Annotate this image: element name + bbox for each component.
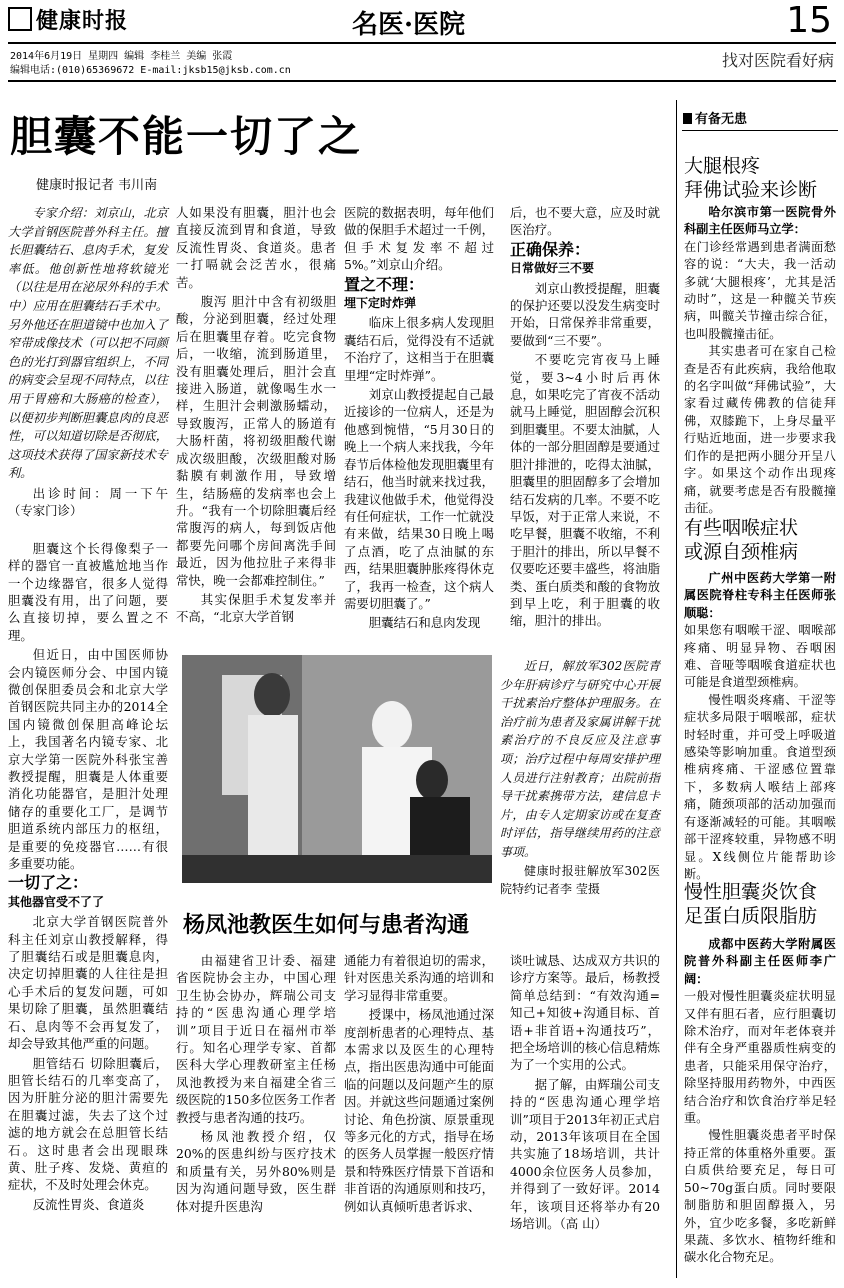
- logo-text: 健康时报: [36, 8, 129, 34]
- sidebar-item-title: [684, 154, 817, 202]
- section-title: 名医·医院: [352, 10, 466, 40]
- masthead-logo: [8, 4, 128, 35]
- square-bullet-icon: [683, 113, 692, 124]
- paragraph: 谈吐诚恳、达成双方共识的诊疗方案等。最后，杨教授简单总结到：“有效沟通=知己+知彼+沟通目标、首语+非首语+沟通技巧”，把全场培训的核心信息精炼为了一个实用的公式。: [510, 953, 660, 1073]
- title-line: 慢性胆囊炎饮食: [684, 881, 818, 903]
- page-number: 15: [786, 0, 832, 41]
- paragraph: 其实保胆手术复发率并不高，“北京大学首钢: [176, 591, 336, 625]
- article-column-3: [344, 204, 494, 642]
- paragraph: 刘京山教授提醒，胆囊的保护还要以没发生病变时开始，日常保养非常重要，要做到“三不要”。: [510, 280, 660, 348]
- paragraph: 不要吃完宵夜马上睡觉，要3~4小时后再休息，如果吃完了宵夜不活动就马上睡觉，胆固醇会沉积到胆囊里。不要太油腻，人体的一部分胆固醇是要通过胆汁排泄的，吃得太油腻，胆囊里的胆固醇多了会增加结石发病的几率。不要不吃早饭，对于正常人来说，不吃早餐，胆囊不收缩，不利于胆汁的排出，所以早餐不仅要吃还要丰盛些，将油脂类、蛋白质类和酸的食物放到早上吃，利于胆囊的收缩，胆汁的排出。: [510, 352, 660, 629]
- sidebar-item-title: [684, 516, 798, 564]
- news-photo: [182, 655, 492, 883]
- subhead: 置之不理：: [344, 274, 425, 294]
- paragraph: 医院的数据表明，每年他们做的保胆手术超过一千例，但手术复发率不超过5%。”刘京山介绍。: [344, 205, 494, 273]
- sidebar-lead: 成都中医药大学附属医院普外科副主任医师李广阔：: [684, 937, 836, 986]
- paragraph: 在门诊经常遇到患者满面愁容的说：“大夫，我一活动多就‘大腿根疼’，尤其是活动时”，这是一种髋关节疾病，叫髋关节撞击综合征，也叫股髋撞击征。: [684, 239, 836, 341]
- title-line: 或源自颈椎病: [684, 541, 799, 563]
- paragraph: 人如果没有胆囊，胆汁也会直接反流到胃和食道，导致反流性胃炎、食道炎。患者一打嗝就会泛苦水，很痛苦。: [176, 205, 336, 290]
- paragraph: 慢性胆囊炎患者平时保持正常的体重格外重要。蛋白质供给要充足，每日可50~70g蛋白质。同时要限制脂肪和胆固醇摄入，另外，宜少吃多餐，多吃新鲜果蔬、多饮水、植物纤维和碳水化合物充足。: [684, 1128, 836, 1265]
- paragraph: 反流性胃炎、食道炎: [32, 1196, 145, 1212]
- logo-icon: [8, 7, 32, 31]
- caption-text: 近日，解放军302医院青少年肝病诊疗与研究中心开展干扰素治疗整体护理服务。在治疗前为患者及家属讲解干扰素治疗的不良反应及注意事项；治疗过程中每周安排护理人员进行注射教育；出院前指导干扰素携带方法，建信息卡片，由专人定期家访或在复查时评估，指导继续用药的注意事项。: [500, 659, 660, 859]
- clinic-hours: 出诊时间：周一下午（专家门诊）: [8, 485, 168, 519]
- sidebar-tag-rule: [682, 130, 838, 131]
- article2-column-3: [510, 952, 660, 1274]
- paragraph: 慢性咽炎疼痛、干涩等症状多局限于咽喉部，症状时轻时重，并可受上呼吸道感染等影响加重。食道型颈椎病疼痛、干涩感位置靠下，多数病人喉结上部疼痛，随颈项部的活动加强而有逐渐减轻的可能。其咽喉部干涩疼较重，异物感不明显。X线侧位片能帮助诊断。: [684, 692, 836, 881]
- caption-credit: 健康时报驻解放军302医院特约记者李 莹摄: [500, 863, 660, 897]
- paragraph: 后，也不要大意，应及时就医治疗。: [510, 205, 660, 238]
- article2-column-1: [176, 952, 336, 1274]
- paragraph: 腹泻 胆汁中含有初级胆酸，分泌到胆囊，经过处理后在胆囊里存着。吃完食物后，一收缩，流到肠道里，没有胆囊处理后，胆汁会直接进入肠道，就像喝生水一样，生胆汁会刺激肠蠕动，导致腹泻，正常人的肠道有大肠杆菌，将初级胆酸代谢成次级胆酸，次级胆酸对肠黏膜有刺激作用，导致增生，结肠癌的发病率也会上升。“我有一个切除胆囊后经常腹泻的病人，每到饭店他都要先问哪个房间离洗手间最近，因为他拉肚子来得非常快，晚一会都难控制住。”: [176, 294, 336, 588]
- page-tagline: 找对医院看好病: [721, 51, 834, 70]
- article-byline: 健康时报记者 韦川南: [36, 178, 158, 193]
- paragraph: 胆囊这个长得像梨子一样的器官一直被尴尬地当作一个边缘器官，很多人觉得胆囊没有用，出了问题，要么直接切掉，要么置之不理。: [8, 540, 168, 643]
- paragraph: 刘京山教授提起自己最近接诊的一位病人，还是为他感到惋惜，“5月30日的晚上一个病人来找我，今年春节后体检他发现胆囊里有结石，他当时就来找过我，我建议他做手术，他觉得没有任何症状，工作一忙就没有来做，结果30日晚上喝了点酒，吃了点油腻的东西，结果胆囊肿胀疼得休克了，我再一检查，这个病人需要切胆囊了。”: [344, 387, 494, 611]
- paragraph: 其实患者可在家自己检查是否有此疾病，我给他取的名字叫做“拜佛试验”，大家看过藏传佛教的信徒拜佛，双膝跪下，上身尽量平行贴近地面，进一步要求我们作的是把两小腿分开呈八字。如果这个动作出现疼痛，就要考虑是否有股髋撞击征。: [684, 344, 836, 515]
- sidebar-item-title: [684, 880, 817, 928]
- paragraph: 但近日，由中国医师协会内镜医师分会、中国内镜微创保胆委员会和北京大学首钢医院共同主办的2014全国内镜微创保胆高峰论坛上，我国著名内镜专家、北京大学第一医院外科张宝善教授提醒，胆囊是人体重要消化功能器官，是胆汁处理储存的重要化工厂，是调节胆道系统内部压力的枢纽，是重要的免疫器官……有很多重要功能。: [8, 647, 168, 872]
- title-line: 拜佛试验来诊断: [684, 179, 818, 201]
- subhead-sub: 其他器官受不了了: [8, 894, 105, 909]
- paragraph: 授课中，杨凤池通过深度剖析患者的心理特点、基本需求以及医生的心理特点，指出医患沟通中可能面临的问题以及问题产生的原因。并就这些问题通过案例讨论、角色扮演、原景重现等多元化的方式，指导在场的医务人员掌握一般医疗情景和特殊医疗情景下首语和非首语的沟通原则和技巧，例如认真倾听患者诉求、: [344, 1007, 494, 1214]
- paragraph: 据了解，由辉瑞公司支持的“医患沟通心理学培训”项目于2013年初正式启动，2013年该项目在全国共实施了18场培训，共计4000余位医务人员参加，并得到了一致好评。2014年，该项目还将举办有20场培训。（高 山）: [510, 1076, 660, 1232]
- article-headline: 胆囊不能一切了之: [10, 112, 363, 161]
- meta-date-editor: 2014年6月19日 星期四 编辑 李桂兰 美编 张霞: [10, 51, 233, 62]
- paragraph: 一般对慢性胆囊炎症状明显又伴有胆石者，应行胆囊切除术治疗，而对年老体衰并伴有全身严重器质性病变的患者，只能采用保守治疗，除坚持服用药物外，中西医结合治疗和饮食治疗举足轻重。: [684, 989, 836, 1126]
- sidebar-tag: [683, 108, 747, 127]
- article2-headline: 杨凤池教医生如何与患者沟通: [183, 912, 470, 938]
- paragraph: 北京大学首钢医院普外科主任刘京山教授解释，得了胆囊结石或是胆囊息肉，决定切掉胆囊的人往往是担心手术后的复发问题，可如果切除了胆囊，虽然胆囊结石、息肉等不会再复发了，却会导致其他严重的问题。: [8, 914, 168, 1052]
- sidebar-lead: 广州中医药大学第一附属医院脊柱专科主任医师张顺聪：: [684, 571, 836, 620]
- subhead-sub: 日常做好三不要: [510, 261, 595, 276]
- photo-caption: [500, 657, 660, 899]
- meta-contact: 编辑电话:(010)65369672 E-mail:jksb15@jksb.com.cn: [10, 65, 291, 76]
- paragraph: 通能力有着很迫切的需求，针对医患关系沟通的培训和学习显得非常重要。: [344, 953, 494, 1003]
- sidebar-lead: 哈尔滨市第一医院骨外科副主任医师马立学：: [684, 205, 836, 237]
- header-rule: [8, 42, 836, 44]
- photo-illustration: [182, 655, 492, 883]
- sidebar-item-body: [684, 204, 836, 515]
- title-line: 足蛋白质限脂肪: [684, 905, 818, 927]
- article-column-1: [8, 204, 168, 1272]
- subhead: 一切了之：: [8, 873, 89, 893]
- expert-intro: 专家介绍：刘京山，北京大学首钢医院普外科主任。擅长胆囊结石、息肉手术，复发率低。他创新性地将软镜光（以往是用在泌尿外科的手术中）应用在胆囊结石手术中。另外他还在胆道镜中也加入了窄带成像技术（可以把不同颜色的光打到器官组织上，不同的病变会呈现不同特点，以往用于胃癌和大肠癌的检查），以便初步判断胆囊息肉的良恶性，可以知道切除是否彻底，这项技术获得了国家新技术专利。: [8, 206, 168, 481]
- sidebar-item-body: [684, 570, 836, 881]
- paragraph: 如果您有咽喉干涩、咽喉部疼痛、明显异物、吞咽困难、音哑等咽喉食道症状也可能是食道型颈椎病。: [684, 623, 836, 690]
- subhead: 正确保养：: [510, 239, 591, 259]
- paragraph: 胆管结石 切除胆囊后，胆管长结石的几率变高了，因为肝脏分泌的胆汁需要先在胆囊过滤，失去了这个过滤的地方就会在总胆管长结石。这时患者会出现眼珠黄、肚子疼、发烧、黄疸的症状，不及时处理会休克。: [8, 1055, 168, 1193]
- title-line: 有些咽喉症状: [684, 517, 799, 539]
- sidebar-tag-label: 有备无患: [695, 112, 748, 127]
- paragraph: 杨凤池教授介绍，仅20%的医患纠纷与医疗技术和质量有关，另外80%则是因为沟通问题导致，医生群体对提升医患沟: [176, 1129, 336, 1214]
- paragraph: 临床上很多病人发现胆囊结石后，觉得没有不适就不治疗了，这相当于在胆囊里埋“定时炸弹”。: [344, 315, 494, 383]
- header-rule-bottom: [8, 80, 836, 82]
- article-column-2: [176, 204, 336, 642]
- subhead-sub: 埋下定时炸弹: [344, 296, 417, 311]
- article-column-4: [510, 204, 660, 642]
- paragraph: 由福建省卫计委、福建省医院协会主办，中国心理卫生协会协办，辉瑞公司支持的“医患沟通心理学培训”项目于近日在福州市举行。知名心理学专家、首都医科大学心理教研室主任杨凤池教授为来自福建全省三级医院的150多位医务工作者教授与患者沟通的技巧。: [176, 953, 336, 1125]
- title-line: 大腿根疼: [684, 155, 761, 177]
- article2-column-2: [344, 952, 494, 1274]
- paragraph: 胆囊结石和息肉发现: [368, 615, 481, 631]
- sidebar-divider: [676, 100, 677, 1278]
- sidebar-item-body: [684, 936, 836, 1274]
